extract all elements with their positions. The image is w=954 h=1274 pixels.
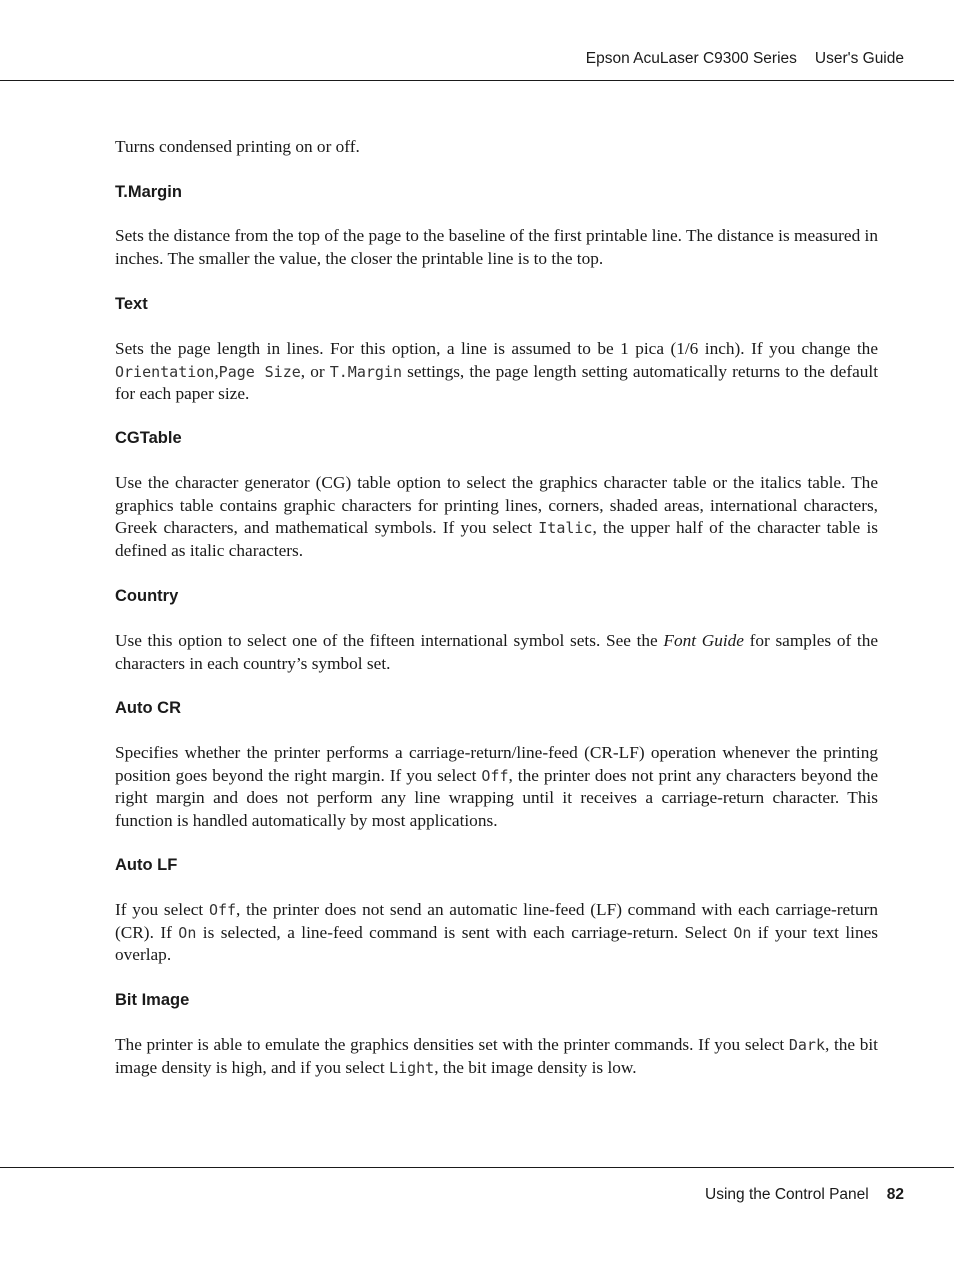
paragraph-text	[115, 338, 878, 406]
running-footer	[705, 1186, 904, 1204]
page-number: 82	[886, 1186, 904, 1203]
code-page-size: Page Size	[218, 362, 301, 381]
text-part: Specifies whether the printer performs a carriage-return/line-feed (CR-LF) operation whenever the printing position goes beyond the right margin. If you select	[115, 743, 878, 785]
code-orientation: Orientation	[115, 362, 215, 381]
heading-bit-image: Bit Image	[115, 991, 190, 1009]
paragraph-auto-cr	[115, 742, 878, 832]
text-part: Use this option to select one of the fifteen international symbol sets. See the	[115, 631, 664, 650]
heading-auto-cr: Auto CR	[115, 699, 181, 717]
guide-name: User's Guide	[814, 50, 904, 67]
code-dark: Dark	[788, 1036, 825, 1054]
text-part: ,	[214, 361, 219, 381]
text-part: The printer is able to emulate the graphics densities set with the printer commands. If you select	[115, 1035, 789, 1054]
code-off: Off	[208, 901, 237, 919]
heading-tmargin: T.Margin	[115, 183, 182, 201]
text-part: , the printer does not send an automatic line-feed (LF) command with each carriage-return (CR). If	[115, 900, 879, 942]
font-guide-ref: Font Guide	[663, 631, 744, 650]
heading-auto-lf: Auto LF	[115, 856, 178, 874]
paragraph-tmargin: Sets the distance from the top of the page to the baseline of the first printable line. The distance is measured in inches. The smaller the value, the closer the printable line is to the top.	[115, 226, 878, 268]
code-tmargin: T.Margin	[329, 362, 402, 381]
text-part: , the bit image density is high, and if you select	[115, 1035, 878, 1077]
text-part: If you select	[115, 900, 209, 919]
text-part: , the upper half of the character table is defined as italic characters.	[115, 518, 878, 560]
paragraph-bit-image	[115, 1034, 878, 1079]
text-part: Use the character generator (CG) table option to select the graphics character table or the italics table. The graphics table contains graphic characters for printing lines, corners, shaded areas, international characters, Greek characters, and mathematical symbols. If you select	[115, 473, 878, 537]
header-rule	[0, 80, 954, 81]
paragraph-country	[115, 630, 878, 675]
text-part: settings, the page length setting automatically returns to the default for each paper size.	[115, 361, 878, 403]
text-part: for samples of the characters in each country’s symbol set.	[115, 631, 879, 673]
intro-paragraph: Turns condensed printing on or off.	[115, 137, 360, 156]
code-italic: Italic	[538, 519, 593, 537]
text-part: is selected, a line-feed command is sent with each carriage-return. Select	[196, 922, 734, 942]
heading-text: Text	[115, 295, 148, 313]
text-part: , the printer does not print any characters beyond the right margin and does not perform any line wrapping until it receives a carriage-return character. This function is handled automatically by most applications.	[115, 765, 878, 830]
text-part: Sets the page length in lines. For this option, a line is assumed to be 1 pica (1/6 inch). If you change the	[115, 339, 878, 358]
footer-rule	[0, 1167, 954, 1168]
code-off: Off	[481, 766, 509, 785]
code-on: On	[733, 923, 752, 942]
heading-country: Country	[115, 587, 179, 605]
product-name: Epson AcuLaser C9300 Series	[585, 50, 797, 67]
paragraph-auto-lf	[115, 899, 878, 967]
footer-section: Using the Control Panel	[705, 1186, 869, 1203]
paragraph-cgtable	[115, 472, 878, 562]
text-part: if your text lines overlap.	[115, 922, 878, 964]
code-on: On	[178, 923, 197, 942]
running-header	[586, 50, 904, 68]
heading-cgtable: CGTable	[115, 429, 182, 447]
text-part: , or	[300, 361, 330, 381]
text-part: , the bit image density is low.	[434, 1057, 637, 1077]
code-light: Light	[389, 1058, 435, 1077]
